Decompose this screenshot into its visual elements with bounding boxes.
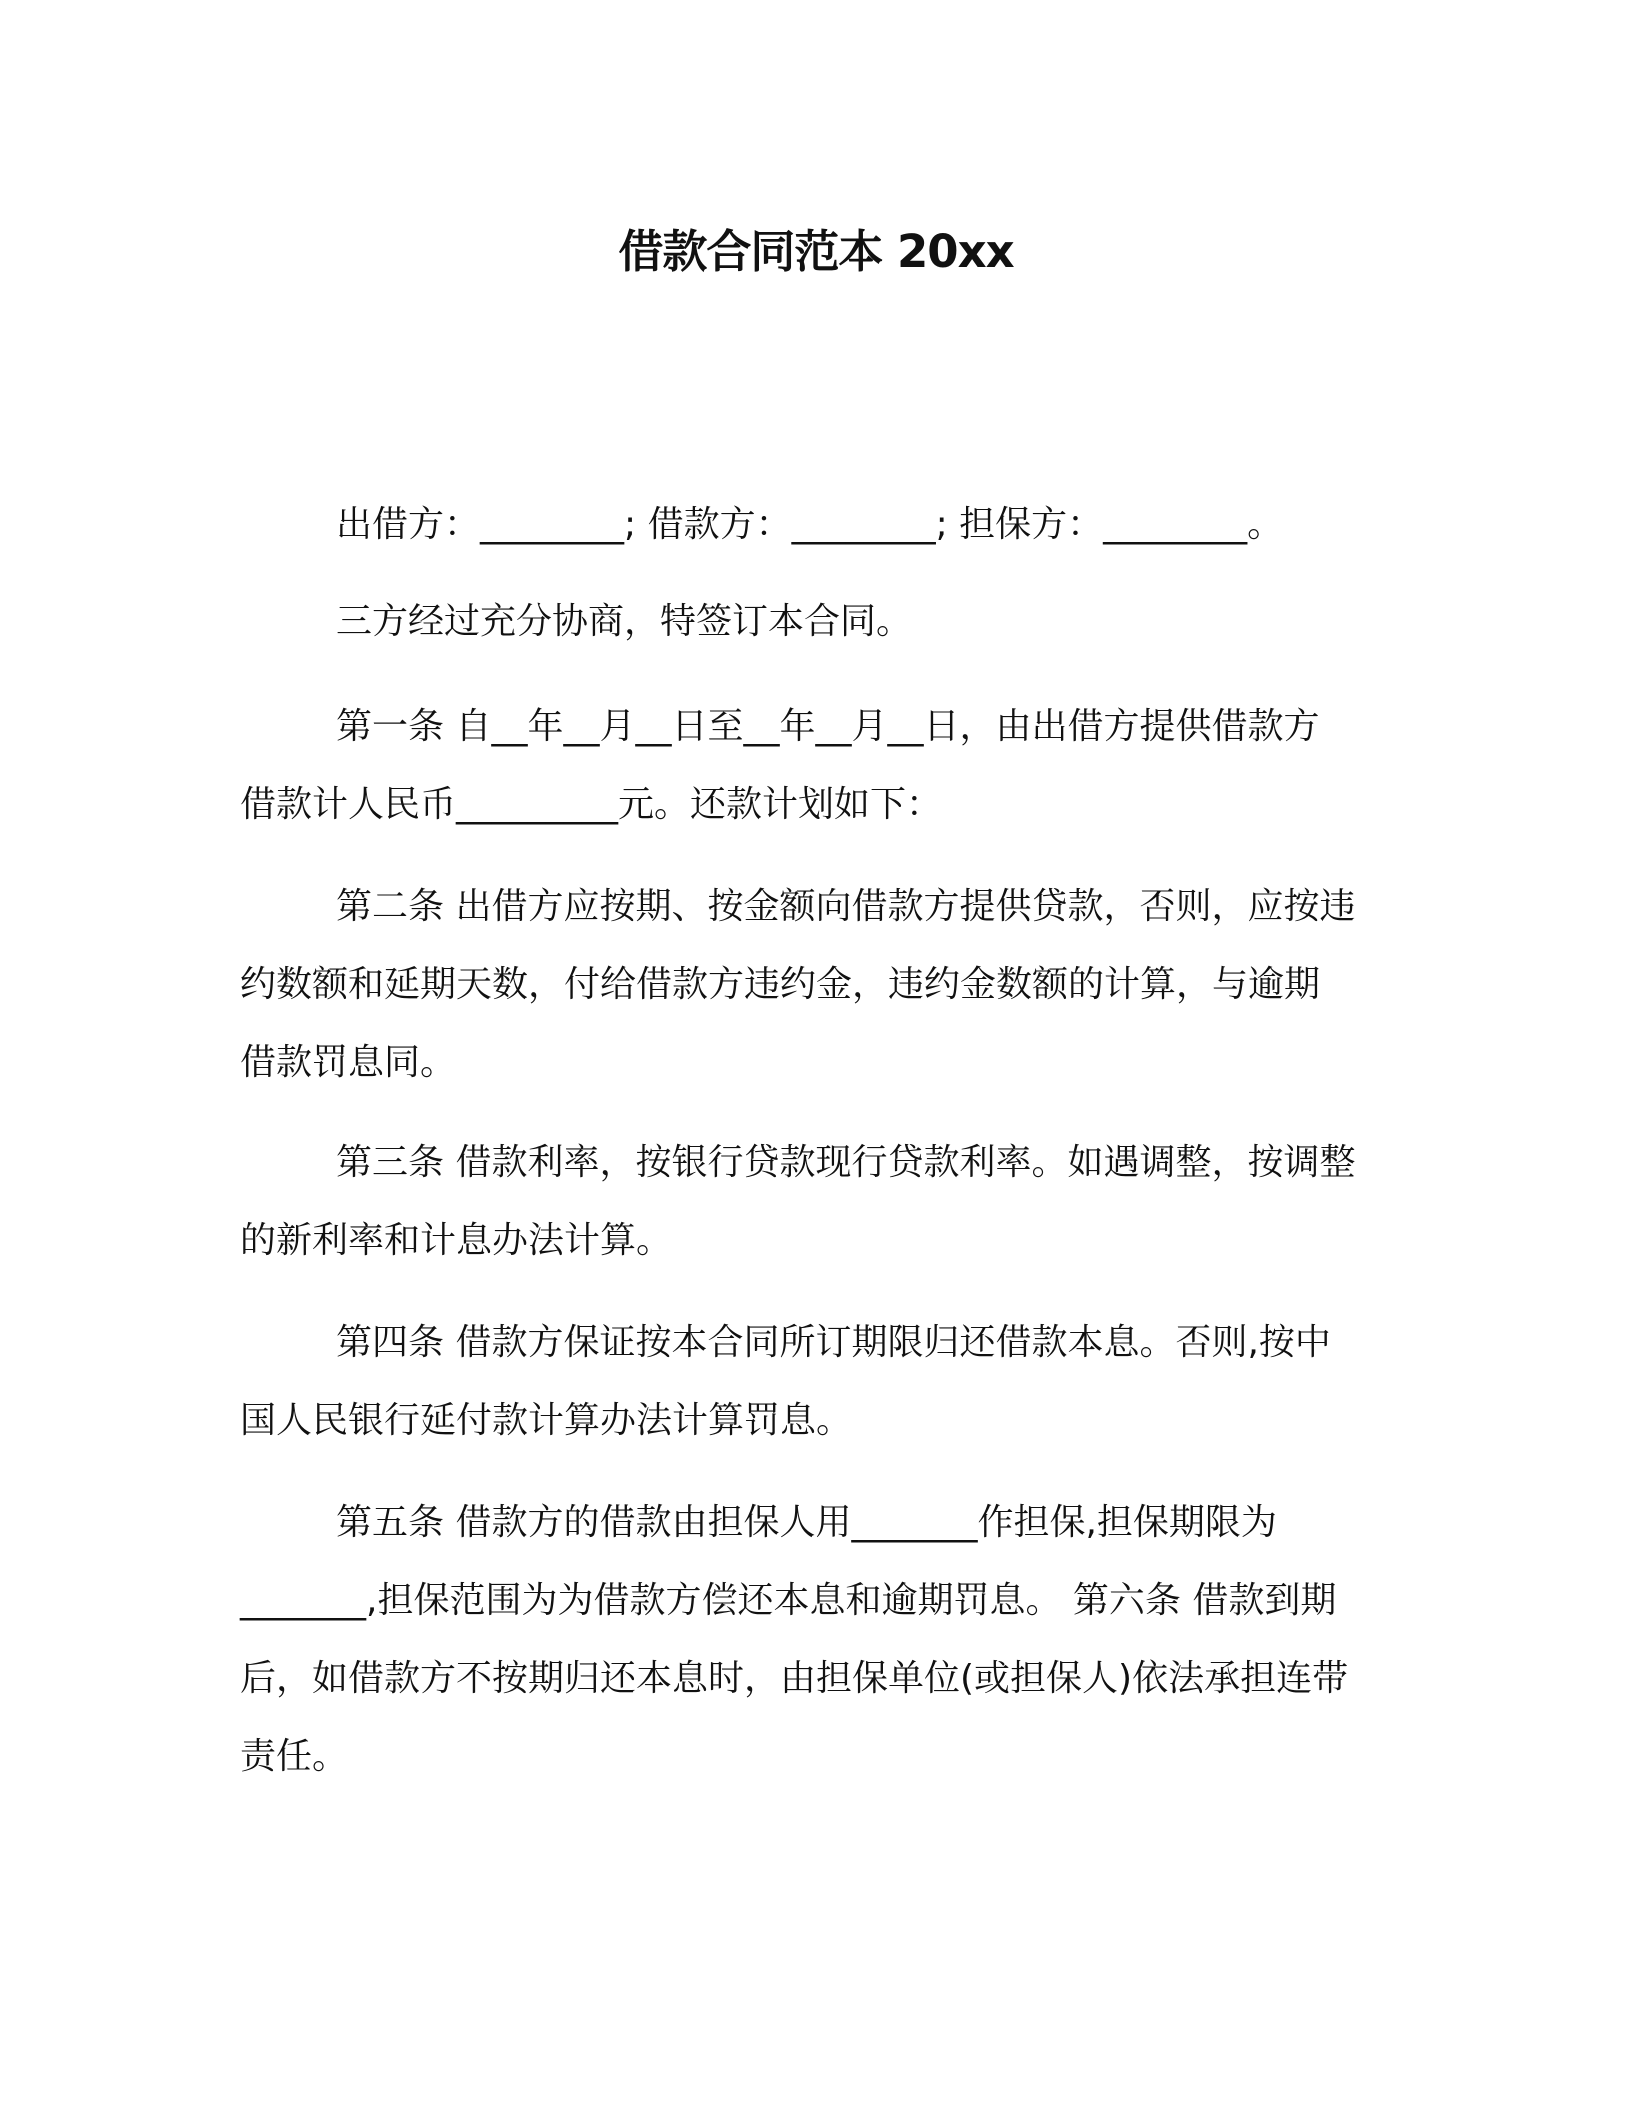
paragraph-line: 出借方：________; 借款方：________; 担保方：________。 [336,504,1284,545]
paragraph-article-2 [240,868,1400,1102]
paragraph-line: _______,担保范围为为借款方偿还本息和逾期罚息。 第六条 借款到期 [240,1580,1337,1621]
paragraph-line: 第四条 借款方保证按本合同所订期限归还借款本息。否则,按中 [336,1322,1331,1363]
paragraph-article-1 [240,688,1400,844]
paragraph-line: 责任。 [240,1736,349,1777]
paragraph-parties [240,486,1400,564]
paragraph-article-5-6 [240,1484,1400,1796]
paragraph-article-3 [240,1124,1400,1280]
paragraph-line: 三方经过充分协商，特签订本合同。 [336,601,913,642]
paragraph-line: 后，如借款方不按期归还本息时，由担保单位(或担保人)依法承担连带 [240,1658,1349,1699]
paragraph-line: 约数额和延期天数，付给借款方违约金，违约金数额的计算，与逾期 [240,964,1321,1005]
paragraph-line: 借款罚息同。 [240,1042,457,1083]
paragraph-line: 国人民银行延付款计算办法计算罚息。 [240,1400,853,1441]
paragraph-line: 第五条 借款方的借款由担保人用_______作担保,担保期限为 [336,1502,1277,1543]
paragraph-line: 第三条 借款利率，按银行贷款现行贷款利率。如遇调整，按调整 [336,1142,1356,1183]
paragraph-article-4 [240,1304,1400,1460]
document-title: 借款合同范本 20xx [618,225,1014,278]
paragraph-line: 的新利率和计息办法计算。 [240,1220,673,1261]
paragraph-line: 第一条 自__年__月__日至__年__月__日，由出借方提供借款方 [336,706,1320,747]
paragraph-preamble [240,583,1400,661]
paragraph-line: 借款计人民币_________元。还款计划如下： [240,784,943,825]
paragraph-line: 第二条 出借方应按期、按金额向借款方提供贷款，否则，应按违 [336,886,1356,927]
